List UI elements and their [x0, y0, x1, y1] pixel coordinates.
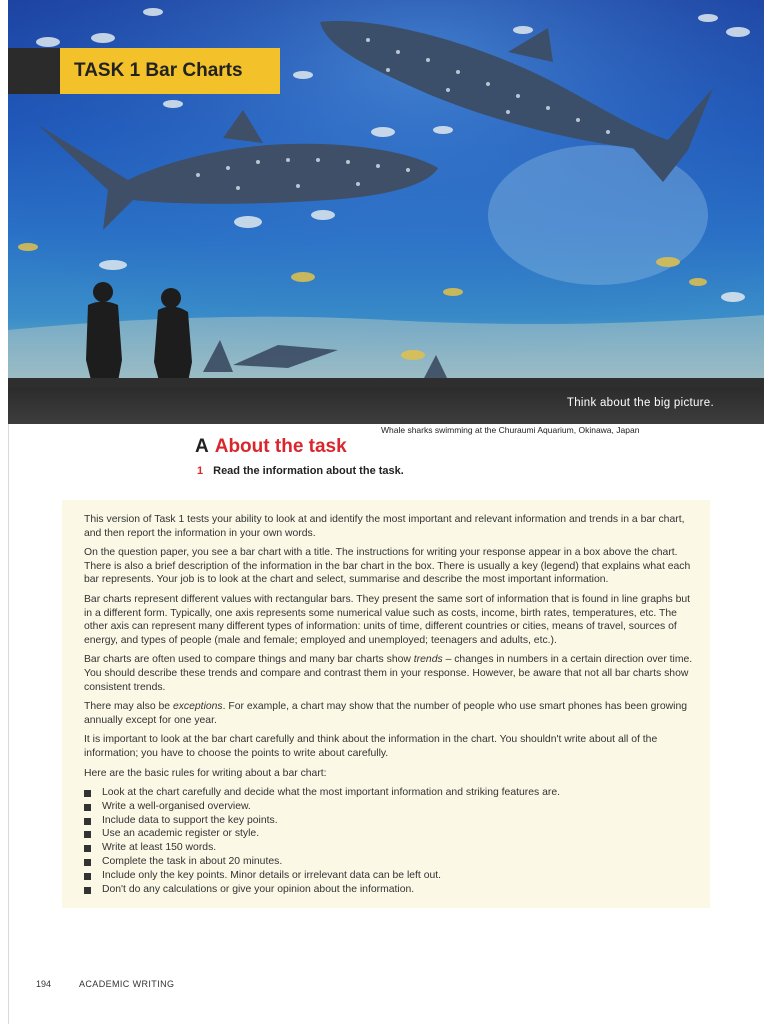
- rule-item: Don't do any calculations or give your opinion about the information.: [84, 883, 694, 897]
- paragraph-5-end: . For example, a chart may show that the number of people who use smart phones has been growing annually except for one year.: [84, 701, 688, 726]
- hero-caption: Think about the big picture.: [566, 397, 714, 409]
- rule-item: Include only the key points. Minor details or irrelevant data can be left out.: [84, 869, 694, 883]
- rule-item: Write a well-organised overview.: [84, 800, 694, 814]
- rule-item: Use an academic register or style.: [84, 827, 694, 841]
- instruction-number: 1: [197, 465, 204, 477]
- paragraph-5-start: There may also be: [84, 701, 173, 713]
- rule-item: Include data to support the key points.: [84, 814, 694, 828]
- page-number: 194: [36, 979, 52, 989]
- paragraph-4-start: Bar charts are often used to compare things and many bar charts show: [84, 654, 414, 666]
- paragraph-5-emphasis: exceptions: [172, 701, 223, 713]
- task-banner: [8, 48, 280, 94]
- section-heading: [195, 436, 347, 458]
- paragraph-4: [84, 653, 694, 694]
- paragraph-4-emphasis: trends: [413, 654, 443, 666]
- section-title: About the task: [214, 436, 347, 457]
- rule-item: Write at least 150 words.: [84, 841, 694, 855]
- photo-credit: Whale sharks swimming at the Churaumi Aquarium, Okinawa, Japan: [381, 425, 640, 435]
- rules-list: [84, 786, 694, 896]
- paragraph-4-end: – changes in numbers in a certain direction over time. You should describe these trends and compare and contrast them in your response. However, be aware that not all bar charts show consistent trends.: [84, 654, 693, 693]
- paragraph-3: Bar charts represent different values with rectangular bars. They present the same sort of information that is found in line graphs but in a different form. Typically, one axis represents some numerical value such as costs, income, birth rates, temperatures, etc. The other axis can represent many different types of information: units of time, different countries or cities, means of travel, sources of energy, and types of people (male and female; employed and unemployed; teenagers and adults, etc.).: [84, 593, 691, 646]
- paragraph-7: Here are the basic rules for writing about a bar chart:: [84, 767, 327, 779]
- info-text: [84, 513, 694, 896]
- banner-dark-block: [8, 48, 60, 94]
- section-letter: A: [195, 436, 209, 457]
- paragraph-1: This version of Task 1 tests your ability to look at and identify the most important and relevant information and trends in a bar chart, and then report the information in your own words.: [84, 514, 685, 539]
- paragraph-2: On the question paper, you see a bar chart with a title. The instructions for writing your response appear in a box above the chart. There is also a brief description of the information in the bar chart in the box. There is usually a key (legend) that explains what each bar represents. Your job is to look at the chart and select, summarise and describe the most important information.: [84, 547, 691, 586]
- instruction-text: Read the information about the task.: [213, 465, 404, 477]
- task-title: TASK 1 Bar Charts: [74, 60, 243, 81]
- rule-item: Look at the chart carefully and decide what the most important information and striking features are.: [84, 786, 694, 800]
- instruction: [197, 465, 404, 477]
- paragraph-6: It is important to look at the bar chart carefully and think about the information in the chart. You shouldn't write about all of the information; you have to choose the points to write about carefully.: [84, 734, 658, 759]
- rule-item: Complete the task in about 20 minutes.: [84, 855, 694, 869]
- paragraph-5: [84, 700, 694, 727]
- book-title: ACADEMIC WRITING: [79, 979, 175, 989]
